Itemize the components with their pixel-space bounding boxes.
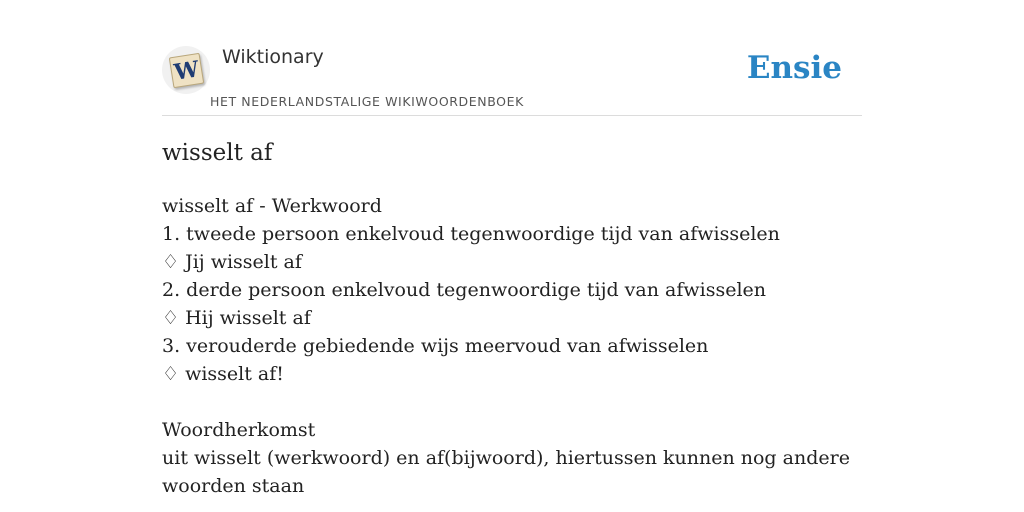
- sense-example-2: ♢ Hij wisselt af: [162, 307, 311, 329]
- page-title: wisselt af: [162, 140, 273, 166]
- site-header: [162, 0, 862, 116]
- site-tagline: HET NEDERLANDSTALIGE WIKIWOORDENBOEK: [210, 94, 524, 109]
- spacer: [162, 388, 862, 416]
- sense-definition-3: 3. verouderde gebiedende wijs meervoud van afwisselen: [162, 335, 709, 357]
- etymology-text: uit wisselt (werkwoord) en af(bijwoord), hiertussen kunnen nog andere woorden staan: [162, 447, 850, 497]
- entry-content: [162, 192, 862, 500]
- sense-example-1: ♢ Jij wisselt af: [162, 251, 302, 273]
- entry-heading: wisselt af - Werkwoord: [162, 195, 382, 217]
- ensie-brand-logo[interactable]: Ensie: [746, 50, 842, 86]
- sense-definition-2: 2. derde persoon enkelvoud tegenwoordige tijd van afwisselen: [162, 279, 767, 301]
- sense-example-3: ♢ wisselt af!: [162, 363, 284, 385]
- wiktionary-logo[interactable]: [162, 46, 210, 94]
- sense-definition-1: 1. tweede persoon enkelvoud tegenwoordige tijd van afwisselen: [162, 223, 780, 245]
- etymology-heading: Woordherkomst: [162, 419, 316, 441]
- wiktionary-w-tile-icon: W: [169, 53, 204, 88]
- site-name[interactable]: Wiktionary: [222, 46, 324, 68]
- header-divider: [162, 115, 862, 116]
